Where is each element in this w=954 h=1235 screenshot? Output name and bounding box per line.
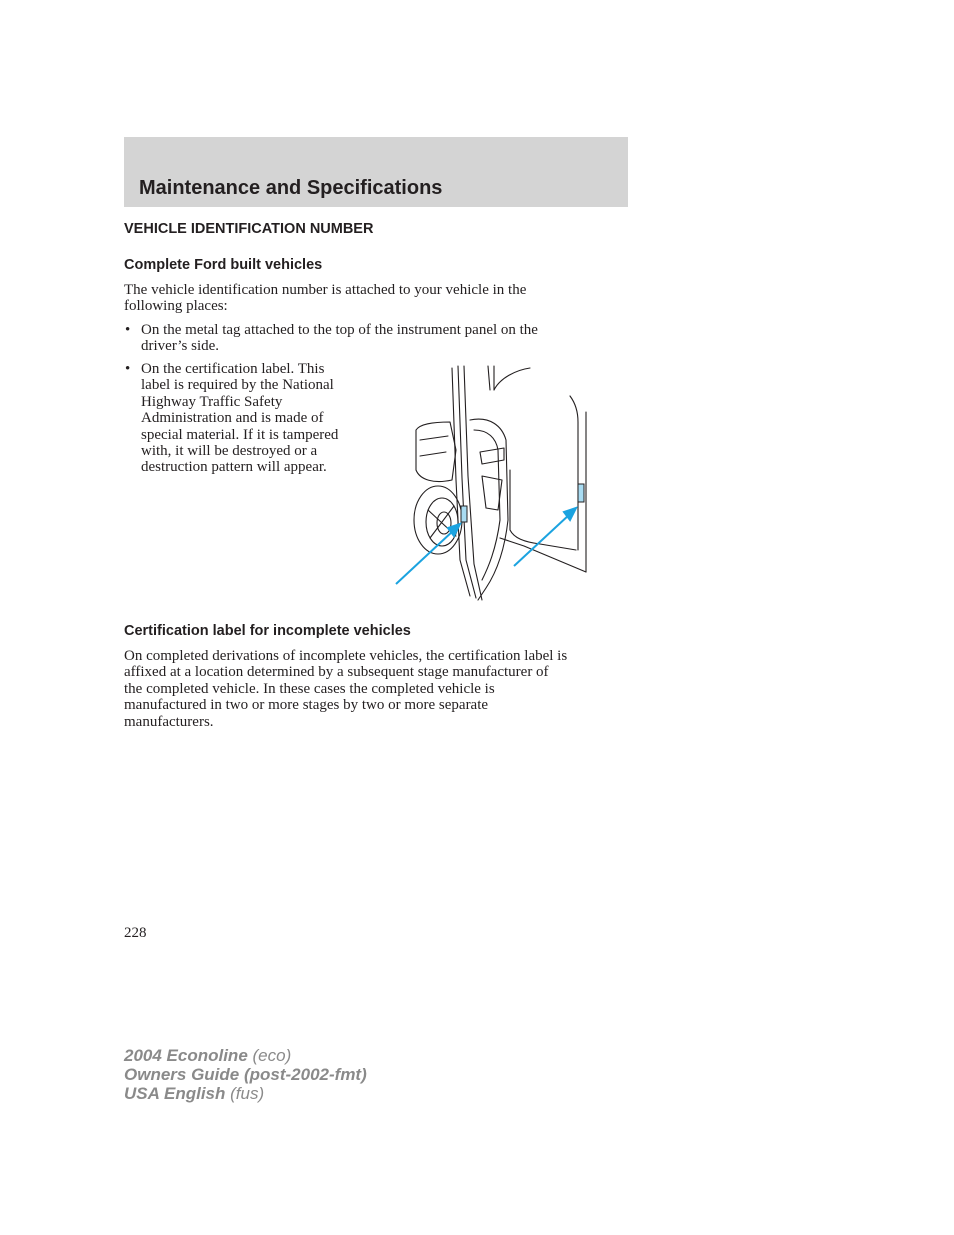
footer-guide: Owners Guide (post-2002-fmt) xyxy=(124,1065,367,1084)
document-footer xyxy=(124,1046,367,1103)
section-header-band xyxy=(124,137,628,207)
label-on-door xyxy=(461,506,467,522)
sill-line xyxy=(500,538,586,572)
page-title: Maintenance and Specifications xyxy=(139,177,443,199)
bullet-line: Highway Traffic Safety xyxy=(141,393,283,410)
body-line: manufacturers. xyxy=(124,713,214,730)
pillar-line xyxy=(488,366,490,390)
page-number: 228 xyxy=(124,925,147,941)
subheading-ford-built: Complete Ford built vehicles xyxy=(124,257,323,273)
footer-model: 2004 Econoline xyxy=(124,1046,248,1065)
fender-outline xyxy=(416,422,456,482)
body-line: the completed vehicle. In these cases the completed vehicle is xyxy=(124,680,495,697)
bullet-line: driver’s side. xyxy=(141,338,220,355)
door-handle xyxy=(480,448,504,464)
door-label-illustration xyxy=(390,360,610,605)
list-item xyxy=(124,322,624,356)
fender-lines xyxy=(420,436,448,456)
pillar-line xyxy=(452,368,470,596)
bullet-symbol: • xyxy=(125,322,131,338)
intro-line: The vehicle identification number is attached to your vehicle in the xyxy=(124,282,527,298)
footer-language-code: (fus) xyxy=(230,1084,265,1103)
bullet-line: special material. If it is tampered xyxy=(141,426,339,443)
footer-model-code: (eco) xyxy=(252,1046,292,1065)
section-heading: VEHICLE IDENTIFICATION NUMBER xyxy=(124,221,374,237)
body-line: manufactured in two or more stages by two or more separate xyxy=(124,697,489,714)
label-on-pillar xyxy=(578,484,584,502)
arrow-to-door-label xyxy=(396,530,454,584)
subheading-incomplete: Certification label for incomplete vehicles xyxy=(124,623,411,639)
pillar-line xyxy=(464,366,482,600)
body-line: On completed derivations of incomplete vehicles, the certification label is xyxy=(124,648,568,664)
bullet-line: label is required by the National xyxy=(141,377,334,394)
bullet-line: On the metal tag attached to the top of the instrument panel on the xyxy=(141,322,538,338)
bullet-line: On the certification label. This xyxy=(141,361,325,377)
body-line: affixed at a location determined by a subsequent stage manufacturer of xyxy=(124,664,549,681)
roof-line xyxy=(494,368,530,390)
bullet-line: destruction pattern will appear. xyxy=(141,459,327,476)
bullet-symbol: • xyxy=(125,361,131,377)
bullet-line: Administration and is made of xyxy=(141,410,324,427)
incomplete-paragraph xyxy=(124,648,567,730)
intro-line: following places: xyxy=(124,298,228,315)
door-inner xyxy=(474,430,500,580)
b-pillar xyxy=(570,396,578,550)
footer-language: USA English xyxy=(124,1084,226,1103)
bullet-line: with, it will be destroyed or a xyxy=(141,443,318,460)
intro-paragraph xyxy=(124,282,526,315)
list-item xyxy=(124,361,384,481)
